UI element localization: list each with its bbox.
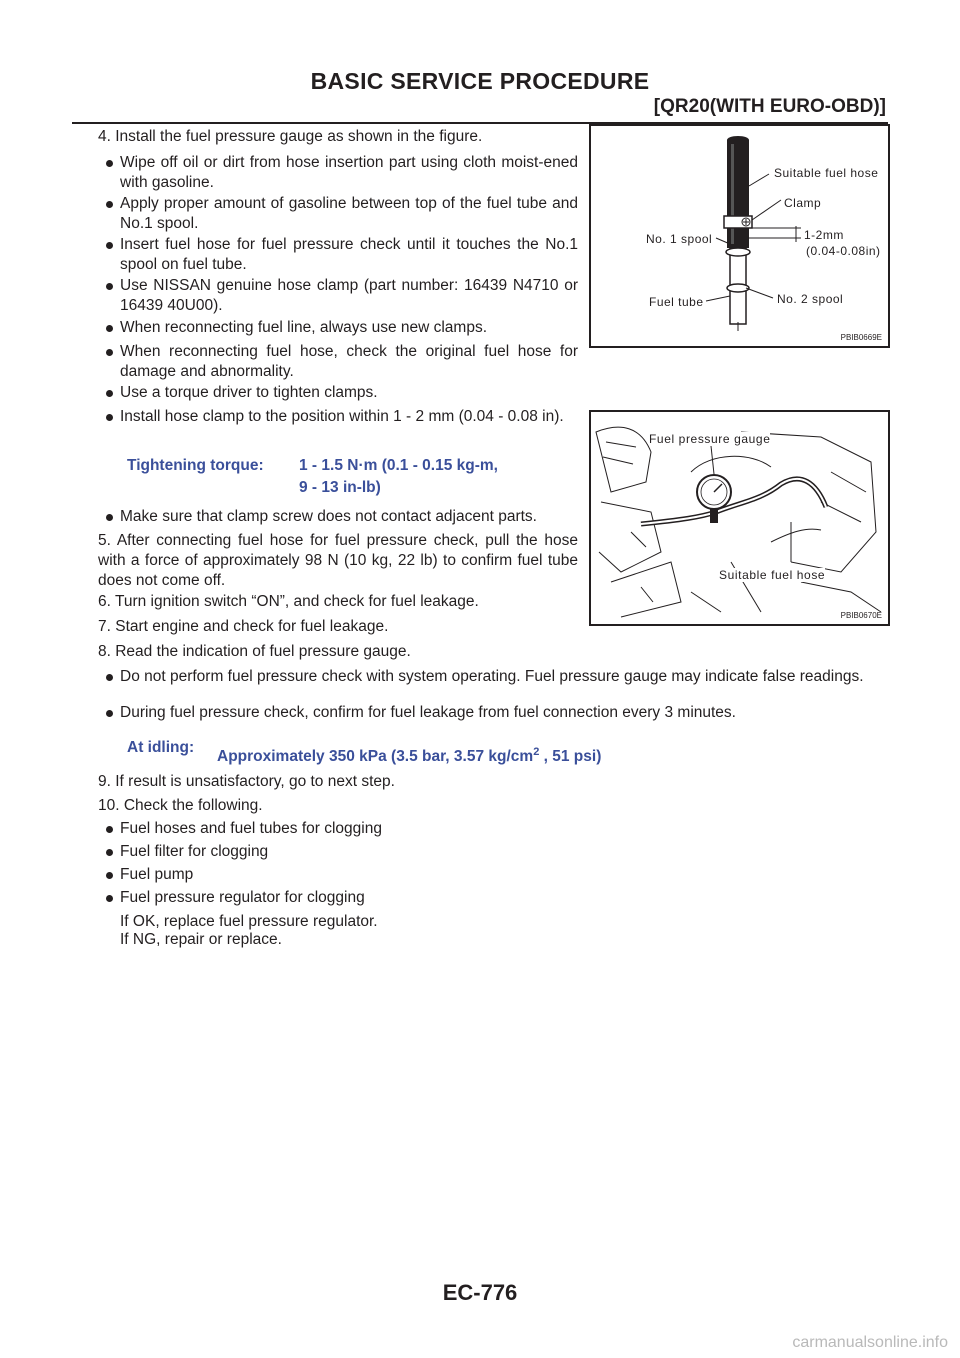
step-4-bullet-4: Use NISSAN genuine hose clamp (part number: 16439 N4710 or 16439 40U00). <box>120 277 578 314</box>
label-suitable-fuel-hose: Suitable fuel hose <box>774 166 879 180</box>
page-title: BASIC SERVICE PROCEDURE <box>310 68 650 94</box>
step-4: 4. Install the fuel pressure gauge as shown in the figure. <box>98 128 483 145</box>
step-4-bullet-8: Install hose clamp to the position within 1 - 2 mm (0.04 - 0.08 in). <box>120 407 578 427</box>
idling-label: At idling: <box>127 739 195 756</box>
step-4-bullet-1: Wipe off oil or dirt from hose insertion part using cloth moist-ened with gasoline. <box>120 154 578 191</box>
torque-label: Tightening torque: <box>127 457 264 474</box>
figure-hose-clamp <box>589 124 890 348</box>
step-10-bullet-2: Fuel filter for clogging <box>120 843 269 860</box>
step-4-bullet-5: When reconnecting fuel line, always use new clamps. <box>120 318 578 338</box>
step-8-bullet-1: Do not perform fuel pressure check with system operating. Fuel pressure gauge may indicate false readings. <box>120 667 884 687</box>
result-ok: If OK, replace fuel pressure regulator. <box>120 913 378 930</box>
page-number: EC-776 <box>442 1280 518 1305</box>
idling-superscript: 2 <box>533 746 540 758</box>
figure-2-code: PBIB0670E <box>840 611 882 620</box>
step-7: 7. Start engine and check for fuel leakage. <box>98 618 389 635</box>
result-ng: If NG, repair or replace. <box>120 931 282 948</box>
step-4-bullet-7: Use a torque driver to tighten clamps. <box>120 383 578 403</box>
idling-value-text: Approximately 350 kPa (3.5 bar, 3.57 kg/cm <box>217 748 534 766</box>
idling-value-end: , 51 psi) <box>539 748 602 766</box>
label-dimension-in: (0.04-0.08in) <box>806 244 881 258</box>
label-fuel-pressure-gauge: Fuel pressure gauge <box>649 432 771 446</box>
step-9: 9. If result is unsatisfactory, go to next step. <box>98 773 395 790</box>
label-no1-spool: No. 1 spool <box>646 232 713 246</box>
step-4-bullet-9: Make sure that clamp screw does not contact adjacent parts. <box>120 507 578 527</box>
step-8-bullet-2: During fuel pressure check, confirm for fuel leakage from fuel connection every 3 minutes. <box>120 703 884 723</box>
label-clamp: Clamp <box>784 196 822 210</box>
page-subtitle: [QR20(WITH EURO-OBD)] <box>653 96 886 117</box>
step-10-bullet-3: Fuel pump <box>120 866 194 883</box>
step-6: 6. Turn ignition switch “ON”, and check for fuel leakage. <box>98 593 479 610</box>
label-no2-spool: No. 2 spool <box>777 292 844 306</box>
label-fuel-tube: Fuel tube <box>649 295 704 309</box>
step-4-bullet-3: Insert fuel hose for fuel pressure check until it touches the No.1 spool on fuel tube. <box>120 236 578 273</box>
figure-1-code: PBIB0669E <box>840 333 882 342</box>
figure-fuel-pressure-gauge <box>589 410 890 626</box>
torque-value-line2: 9 - 13 in-lb) <box>299 479 381 496</box>
step-10-bullet-4: Fuel pressure regulator for clogging <box>120 889 365 906</box>
step-8: 8. Read the indication of fuel pressure gauge. <box>98 643 411 660</box>
step-10: 10. Check the following. <box>98 797 263 814</box>
step-4-bullet-2: Apply proper amount of gasoline between top of the fuel tube and No.1 spool. <box>120 195 578 232</box>
label-dimension-mm: 1-2mm <box>804 228 844 242</box>
step-5 <box>98 531 578 591</box>
watermark: carmanualsonline.info <box>792 1334 948 1351</box>
step-10-bullet-1: Fuel hoses and fuel tubes for clogging <box>120 820 382 837</box>
torque-value-line1: 1 - 1.5 N·m (0.1 - 0.15 kg-m, <box>299 457 498 474</box>
idling-value <box>217 741 601 768</box>
step-4-bullet-6: When reconnecting fuel hose, check the original fuel hose for damage and abnormality. <box>120 343 578 380</box>
step-5-text: 5. After connecting fuel hose for fuel pressure check, pull the hose with a force of approximately 98 N (10 kg, 22 lb) to confirm fuel tube does not come off. <box>98 532 578 589</box>
label-suitable-fuel-hose-2: Suitable fuel hose <box>719 568 826 582</box>
